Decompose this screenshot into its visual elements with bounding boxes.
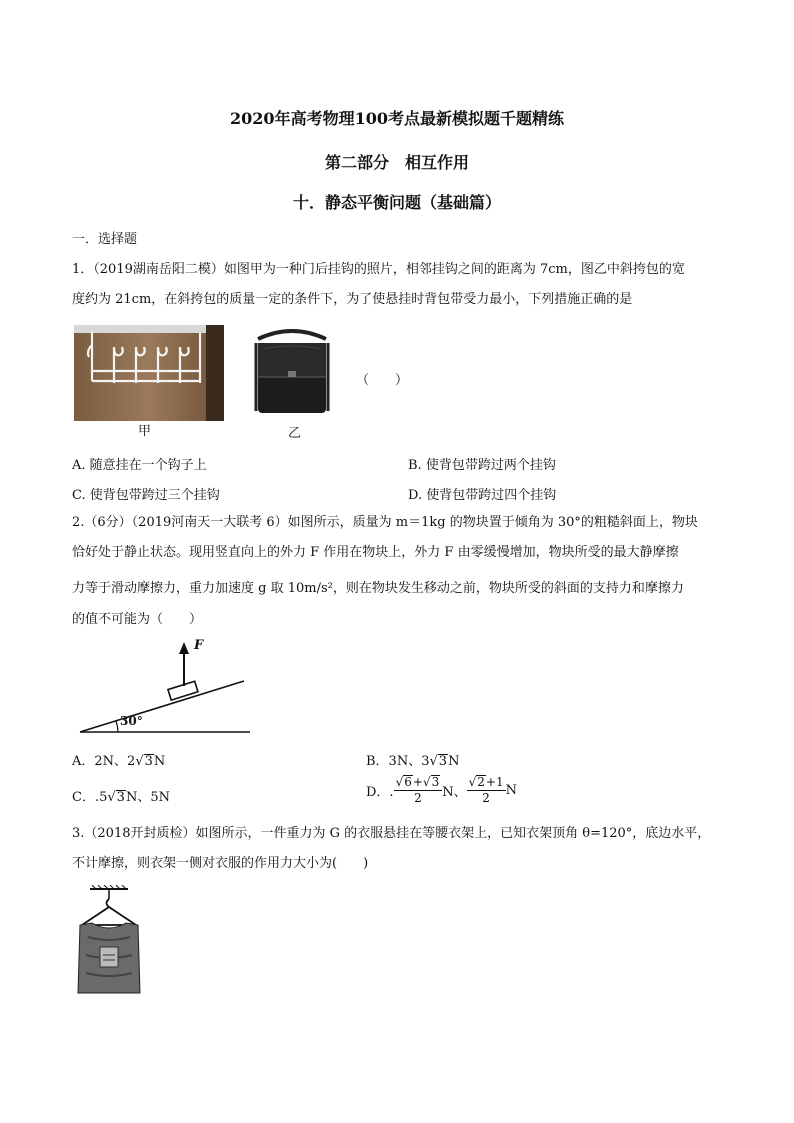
angle-arc: [116, 721, 118, 732]
q1-option-a: A. 随意挂在一个钩子上: [72, 458, 207, 473]
sqrt-symbol: √: [429, 754, 438, 769]
q2-option-b-prefix: B．3N、3: [366, 754, 430, 769]
fig-a-label: 甲: [138, 424, 152, 439]
document-title: 2020年高考物理100考点最新模拟题千题精练: [230, 109, 564, 128]
denominator: 2: [414, 791, 422, 805]
q1-text-line2: 度约为 21cm，在斜挎包的质量一定的条件下，为了使悬挂时背包带受力最小，下列措施正确的是: [72, 292, 633, 307]
radicand: 6: [404, 775, 412, 789]
radicand: 3: [431, 775, 440, 789]
sqrt-symbol: √: [422, 775, 431, 789]
angle-label: 30°: [120, 714, 143, 728]
sqrt-symbol: √: [135, 754, 144, 769]
q2-option-c-radicand: 3: [116, 790, 125, 805]
q2-option-d: [366, 775, 517, 806]
crossbody-bag-photo: [244, 325, 340, 421]
q1-option-b: B. 使背包带跨过两个挂钩: [408, 458, 556, 473]
q2-option-c-suffix: N、5N: [125, 790, 170, 805]
q2-option-a: [72, 750, 165, 769]
force-label: F: [194, 638, 204, 653]
denominator: 2: [482, 791, 490, 805]
q2-option-d-suffix: N: [505, 783, 517, 798]
clothes-hanger-figure: [74, 885, 146, 997]
sqrt-symbol: √: [468, 775, 477, 789]
q2-text-line2: 恰好处于静止状态。现用竖直向上的外力 F 作用在物块上，外力 F 由零缓慢增加，物块所受的最大静摩擦: [72, 545, 679, 560]
q2-option-b-radicand: 3: [438, 754, 448, 769]
q2-option-b-suffix: N: [448, 754, 460, 769]
q2-text-line1: 2.（6分）（2019河南天一大联考 6）如图所示，质量为 m＝1kg 的物块置于倾角为 30°的粗糙斜面上，物块: [72, 515, 698, 530]
q2-option-d-fraction-2: [467, 775, 506, 806]
q1-text-line1: 1．（2019湖南岳阳二模）如图甲为一种门后挂钩的照片，相邻挂钩之间的距离为 7cm，图乙中斜挎包的宽: [72, 262, 685, 277]
q3-text-line1: 3.（2018开封质检）如图所示，一件重力为 G 的衣服悬挂在等腰衣架上，已知衣架顶角 θ=120°，底边水平，: [72, 826, 711, 841]
q2-option-d-mid: N、: [442, 785, 467, 800]
q2-option-d-prefix: D．.: [366, 785, 394, 800]
q2-option-a-suffix: N: [153, 754, 166, 769]
force-arrow-head: [179, 642, 189, 654]
sqrt-symbol: √: [107, 790, 116, 805]
q2-option-c-prefix: C．.5: [72, 790, 108, 805]
q2-option-a-prefix: A．2N、2: [72, 754, 136, 769]
q2-option-d-fraction-1: [394, 775, 443, 806]
q2-text-line3: 力等于滑动摩擦力，重力加速度 g 取 10m/s²，则在物块发生移动之前，物块所受的斜面的支持力和摩擦力: [72, 581, 684, 596]
q2-option-b: [366, 750, 459, 769]
q2-option-c: [72, 786, 170, 805]
incline-line: [80, 681, 244, 732]
plus-one: +1: [485, 775, 504, 789]
fig-b-label: 乙: [288, 426, 302, 441]
radicand: 2: [477, 775, 485, 789]
q3-text-line2: 不计摩擦，则衣架一侧对衣服的作用力大小为( ): [72, 856, 369, 871]
plus-sign: +: [412, 775, 423, 789]
part-title: 第二部分 相互作用: [324, 153, 469, 172]
chapter-title: 十．静态平衡问题（基础篇）: [292, 193, 501, 212]
door-hook-photo: [74, 325, 224, 421]
sqrt-symbol: √: [395, 775, 404, 789]
q1-option-c: C. 使背包带跨过三个挂钩: [72, 488, 220, 503]
q2-text-line4: 的值不可能为（ ）: [72, 612, 203, 627]
q2-option-a-radicand: 3: [144, 754, 153, 769]
q1-answer-blank: （ ）: [356, 373, 409, 388]
incline-diagram: [78, 638, 254, 738]
q1-option-d: D. 使背包带跨过四个挂钩: [408, 488, 557, 503]
section-label: 一．选择题: [72, 232, 138, 247]
